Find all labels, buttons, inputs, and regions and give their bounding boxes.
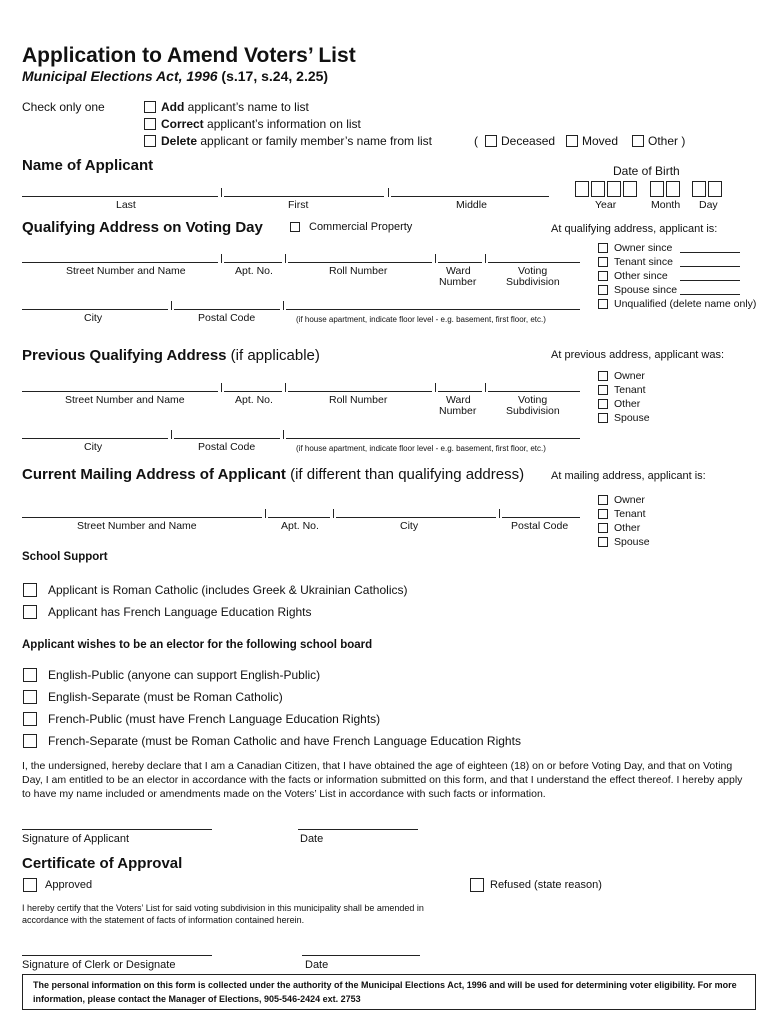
p-postal-line[interactable] xyxy=(174,438,280,439)
divider xyxy=(435,383,436,392)
dob-label: Date of Birth xyxy=(613,164,680,178)
previous-heading-text: Previous Qualifying Address xyxy=(22,347,227,364)
previous-heading xyxy=(22,347,320,364)
q-apt-label: Apt. No. xyxy=(235,265,273,277)
p-roll-label: Roll Number xyxy=(329,394,388,406)
p-floor-line[interactable] xyxy=(286,438,580,439)
delete-checkbox[interactable] xyxy=(144,135,156,147)
previous-heading-note: (if applicable) xyxy=(226,347,320,364)
m-apt-line[interactable] xyxy=(268,517,330,518)
p-ward-label: Ward xyxy=(446,394,471,406)
q-ward-label-2: Number xyxy=(439,276,477,288)
q-voting-line[interactable] xyxy=(488,262,580,263)
english-public-checkbox[interactable] xyxy=(23,668,37,682)
m-spouse-checkbox[interactable] xyxy=(598,537,608,547)
q-owner-label: Owner since xyxy=(614,242,673,254)
p-spouse-label: Spouse xyxy=(614,412,650,424)
q-unqualified-checkbox[interactable] xyxy=(598,299,608,309)
paren-open: ( xyxy=(474,134,478,148)
middle-name-line[interactable] xyxy=(391,196,549,197)
q-other-label: Other since xyxy=(614,270,668,282)
divider xyxy=(265,509,266,518)
m-other-label: Other xyxy=(614,522,641,534)
delete-option xyxy=(161,134,432,148)
year-digit-box[interactable] xyxy=(575,181,589,197)
school-support-heading: School Support xyxy=(22,551,108,563)
act-name: Municipal Elections Act, 1996 xyxy=(22,68,218,84)
certify-text: I hereby certify that the Voters’ List for said voting subdivision in this municipality shall be amended in accordance with the statement of facts of information contained herein. xyxy=(22,903,424,925)
declaration-text: I, the undersigned, hereby declare that I am a Canadian Citizen, that I have obtained the age of eighteen (18) on or before Voting Day, and that on Voting Day, I am entitled to be an elector in accordance with the facts or information submitted on this form, and that I understand the effect thereof. I hereby apply to have my name included or amendments made on the Voters’ List in accordance with such facts or information. xyxy=(22,760,743,800)
french-public-label: French-Public (must have French Language Education Rights) xyxy=(48,712,381,726)
divider xyxy=(388,188,389,197)
applicant-date-line[interactable] xyxy=(298,829,418,830)
divider xyxy=(221,188,222,197)
first-label: First xyxy=(288,199,309,211)
year-digit-box[interactable] xyxy=(591,181,605,197)
clerk-date-line[interactable] xyxy=(302,955,420,956)
q-floor-line[interactable] xyxy=(286,309,580,310)
moved-checkbox[interactable] xyxy=(566,135,578,147)
mailing-heading-note: (if different than qualifying address) xyxy=(285,466,525,483)
p-ward-label-2: Number xyxy=(439,405,477,417)
month-digit-box[interactable] xyxy=(650,181,664,197)
applicant-date-label: Date xyxy=(300,833,324,845)
add-option xyxy=(161,100,309,114)
q-ward-line[interactable] xyxy=(438,262,482,263)
m-city-line[interactable] xyxy=(336,517,496,518)
year-digit-box[interactable] xyxy=(607,181,621,197)
m-tenant-checkbox[interactable] xyxy=(598,509,608,519)
q-city-label: City xyxy=(84,312,103,324)
q-spouse-label: Spouse since xyxy=(614,284,678,296)
p-street-line[interactable] xyxy=(22,391,218,392)
clerk-date-label: Date xyxy=(305,959,329,971)
english-separate-label: English-Separate (must be Roman Catholic) xyxy=(48,690,283,704)
add-rest: applicant’s name to list xyxy=(184,100,309,114)
divider xyxy=(285,254,286,263)
deceased-label: Deceased xyxy=(501,134,556,148)
p-apt-label: Apt. No. xyxy=(235,394,273,406)
refused-checkbox[interactable] xyxy=(470,878,484,892)
month-label: Month xyxy=(651,199,681,211)
school-board-heading: Applicant wishes to be an elector for the following school board xyxy=(22,639,373,651)
p-city-label: City xyxy=(84,441,103,453)
other-checkbox[interactable] xyxy=(632,135,644,147)
certificate-heading: Certificate of Approval xyxy=(22,855,183,872)
mailing-status-label: At mailing address, applicant is: xyxy=(551,470,706,482)
m-street-label: Street Number and Name xyxy=(77,520,197,532)
m-owner-checkbox[interactable] xyxy=(598,495,608,505)
divider xyxy=(171,430,172,439)
p-spouse-checkbox[interactable] xyxy=(598,413,608,423)
m-postal-line[interactable] xyxy=(502,517,580,518)
p-postal-label: Postal Code xyxy=(198,441,256,453)
commercial-property-checkbox[interactable] xyxy=(290,222,300,232)
moved-label: Moved xyxy=(582,134,619,148)
q-city-line[interactable] xyxy=(22,309,168,310)
q-spouse-since-line[interactable] xyxy=(680,294,740,295)
check-only-label: Check only one xyxy=(22,100,105,114)
privacy-notice-box xyxy=(22,974,756,1010)
q-floor-note: (if house apartment, indicate floor level - e.g. basement, first floor, etc.) xyxy=(296,315,546,324)
qualifying-heading: Qualifying Address on Voting Day xyxy=(22,219,263,236)
q-owner-checkbox[interactable] xyxy=(598,243,608,253)
clerk-signature-line[interactable] xyxy=(22,955,212,956)
divider xyxy=(221,383,222,392)
q-roll-label: Roll Number xyxy=(329,265,388,277)
day-digit-box[interactable] xyxy=(708,181,722,197)
correct-bold: Correct xyxy=(161,117,204,131)
french-separate-label: French-Separate (must be Roman Catholic and have French Language Education Rights xyxy=(48,734,521,748)
correct-option xyxy=(161,117,361,131)
divider xyxy=(435,254,436,263)
p-floor-note: (if house apartment, indicate floor level - e.g. basement, first floor, etc.) xyxy=(296,444,546,453)
correct-checkbox[interactable] xyxy=(144,118,156,130)
delete-bold: Delete xyxy=(161,134,198,148)
first-name-line[interactable] xyxy=(224,196,384,197)
p-tenant-label: Tenant xyxy=(614,384,646,396)
p-apt-line[interactable] xyxy=(224,391,282,392)
french-rights-checkbox[interactable] xyxy=(23,605,37,619)
last-label: Last xyxy=(116,199,136,211)
q-postal-label: Postal Code xyxy=(198,312,256,324)
previous-status-label: At previous address, applicant was: xyxy=(551,349,725,361)
p-other-label: Other xyxy=(614,398,641,410)
p-city-line[interactable] xyxy=(22,438,168,439)
clerk-signature-label: Signature of Clerk or Designate xyxy=(22,959,176,971)
divider xyxy=(285,383,286,392)
q-voting-label: Voting xyxy=(518,265,548,277)
name-heading: Name of Applicant xyxy=(22,157,154,174)
q-other-checkbox[interactable] xyxy=(598,271,608,281)
divider xyxy=(283,430,284,439)
divider xyxy=(171,301,172,310)
middle-label: Middle xyxy=(456,199,487,211)
mailing-heading xyxy=(22,466,524,483)
q-street-label: Street Number and Name xyxy=(66,265,186,277)
q-apt-line[interactable] xyxy=(224,262,282,263)
p-street-label: Street Number and Name xyxy=(65,394,185,406)
french-rights-label: Applicant has French Language Education Rights xyxy=(48,605,312,619)
month-digit-box[interactable] xyxy=(666,181,680,197)
french-separate-checkbox[interactable] xyxy=(23,734,37,748)
last-name-line[interactable] xyxy=(22,196,218,197)
p-owner-label: Owner xyxy=(614,370,645,382)
q-owner-since-line[interactable] xyxy=(680,252,740,253)
q-voting-label-2: Subdivision xyxy=(506,276,560,288)
q-tenant-label: Tenant since xyxy=(614,256,673,268)
p-tenant-checkbox[interactable] xyxy=(598,385,608,395)
french-public-checkbox[interactable] xyxy=(23,712,37,726)
approved-label: Approved xyxy=(45,879,93,891)
act-sections: (s.17, s.24, 2.25) xyxy=(217,68,329,84)
q-tenant-checkbox[interactable] xyxy=(598,257,608,267)
approved-checkbox[interactable] xyxy=(23,878,37,892)
q-other-since-line[interactable] xyxy=(680,280,740,281)
act-reference xyxy=(22,68,328,84)
form-title: Application to Amend Voters’ List xyxy=(22,44,356,67)
p-voting-label-2: Subdivision xyxy=(506,405,560,417)
other-label: Other ) xyxy=(648,134,686,148)
q-spouse-checkbox[interactable] xyxy=(598,285,608,295)
privacy-notice-text: The personal information on this form is collected under the authority of the Municipal Elections Act, 1996 and will be used for determining voter eligibility. For more information, please contact the Manager of Elections, 905-546-2424 ext. 2753 xyxy=(33,980,737,1004)
m-postal-label: Postal Code xyxy=(511,520,569,532)
commercial-property-label: Commercial Property xyxy=(309,221,413,233)
year-label: Year xyxy=(595,199,617,211)
add-checkbox[interactable] xyxy=(144,101,156,113)
p-roll-line[interactable] xyxy=(288,391,432,392)
day-digit-box[interactable] xyxy=(692,181,706,197)
divider xyxy=(485,254,486,263)
q-street-line[interactable] xyxy=(22,262,218,263)
m-spouse-label: Spouse xyxy=(614,536,650,548)
divider xyxy=(499,509,500,518)
applicant-signature-label: Signature of Applicant xyxy=(22,833,130,845)
divider xyxy=(485,383,486,392)
p-voting-label: Voting xyxy=(518,394,548,406)
qualifying-status-label: At qualifying address, applicant is: xyxy=(551,223,718,235)
english-separate-checkbox[interactable] xyxy=(23,690,37,704)
m-tenant-label: Tenant xyxy=(614,508,646,520)
divider xyxy=(283,301,284,310)
roman-catholic-checkbox[interactable] xyxy=(23,583,37,597)
applicant-signature-line[interactable] xyxy=(22,829,212,830)
divider xyxy=(221,254,222,263)
divider xyxy=(333,509,334,518)
m-other-checkbox[interactable] xyxy=(598,523,608,533)
m-city-label: City xyxy=(400,520,419,532)
q-postal-line[interactable] xyxy=(174,309,280,310)
add-bold: Add xyxy=(161,100,185,114)
p-owner-checkbox[interactable] xyxy=(598,371,608,381)
q-roll-line[interactable] xyxy=(288,262,432,263)
year-digit-box[interactable] xyxy=(623,181,637,197)
p-voting-line[interactable] xyxy=(488,391,580,392)
q-unqualified-label: Unqualified (delete name only) xyxy=(614,298,757,310)
deceased-checkbox[interactable] xyxy=(485,135,497,147)
m-apt-label: Apt. No. xyxy=(281,520,319,532)
correct-rest: applicant’s information on list xyxy=(203,117,361,131)
q-tenant-since-line[interactable] xyxy=(680,266,740,267)
mailing-heading-text: Current Mailing Address of Applicant xyxy=(22,466,286,483)
refused-label: Refused (state reason) xyxy=(490,879,602,891)
day-label: Day xyxy=(699,199,718,211)
delete-rest: applicant or family member’s name from list xyxy=(197,134,432,148)
english-public-label: English-Public (anyone can support English-Public) xyxy=(48,668,321,682)
p-other-checkbox[interactable] xyxy=(598,399,608,409)
q-ward-label: Ward xyxy=(446,265,471,277)
p-ward-line[interactable] xyxy=(438,391,482,392)
roman-catholic-label: Applicant is Roman Catholic (includes Greek & Ukrainian Catholics) xyxy=(48,583,408,597)
m-street-line[interactable] xyxy=(22,517,262,518)
m-owner-label: Owner xyxy=(614,494,645,506)
